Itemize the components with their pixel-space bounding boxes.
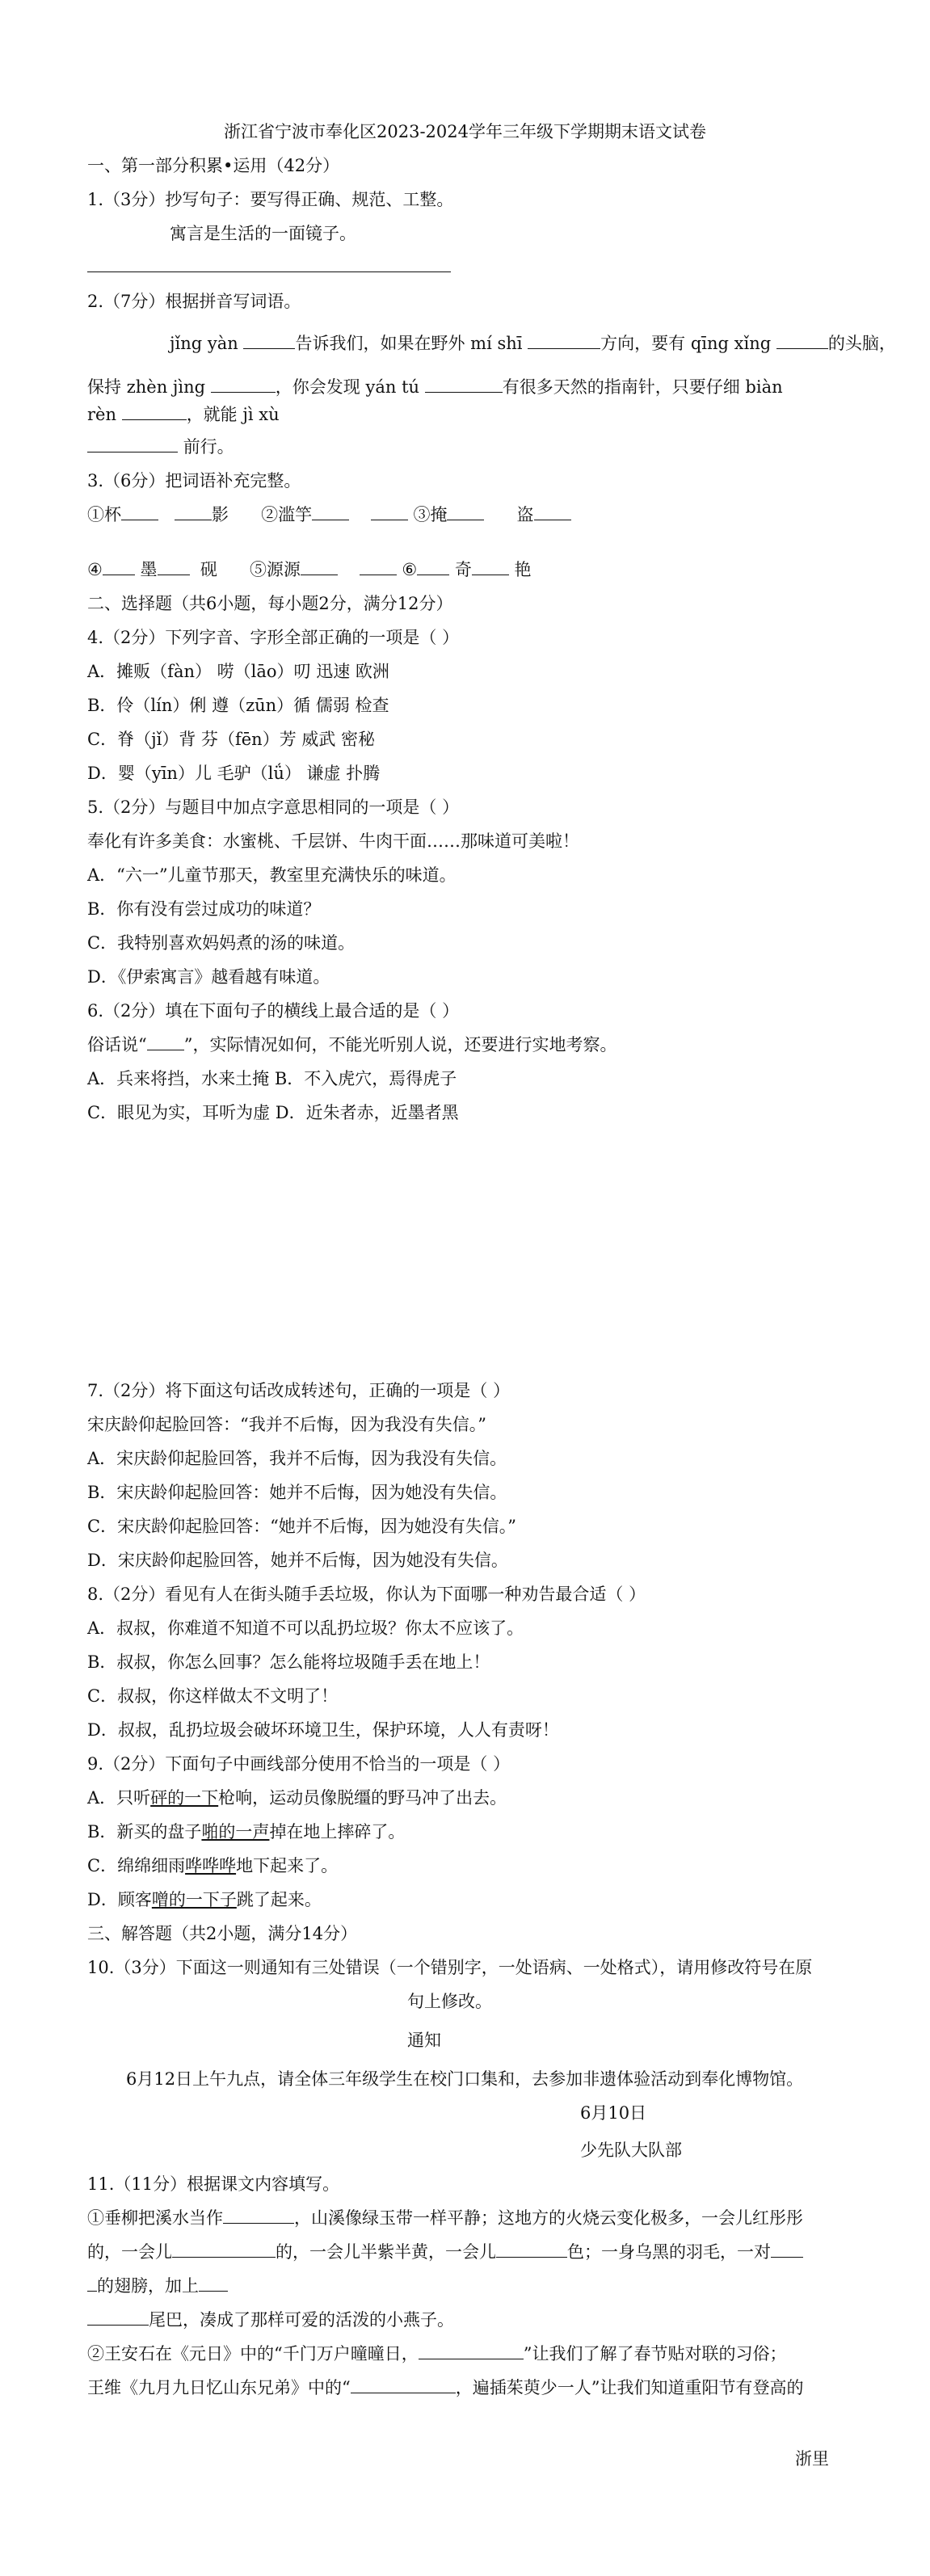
exam-title: 浙江省宁波市奉化区2023-2024学年三年级下学期期末语文试卷 bbox=[224, 122, 706, 141]
q5-option-c[interactable]: C．我特别喜欢妈妈煮的汤的味道。 bbox=[87, 933, 356, 953]
section2-heading: 二、选择题（共6小题，每小题2分，满分12分） bbox=[87, 594, 453, 613]
blank[interactable] bbox=[122, 403, 187, 420]
blank[interactable] bbox=[528, 332, 600, 349]
q8-option-b[interactable]: B．叔叔，你怎么回事？怎么能将垃圾随手丢在地上！ bbox=[87, 1652, 490, 1672]
q4-stem: 4.（2分）下列字音、字形全部正确的一项是（ ） bbox=[87, 628, 460, 647]
q7-option-b[interactable]: B．宋庆龄仰起脸回答：她并不后悔，因为她没有失信。 bbox=[87, 1483, 507, 1502]
blank[interactable] bbox=[447, 503, 484, 520]
q7-stem: 7.（2分）将下面这句话改成转述句，正确的一项是（ ） bbox=[87, 1381, 511, 1400]
q5-option-a[interactable]: A．“六一”儿童节那天，教室里充满快乐的味道。 bbox=[87, 865, 457, 885]
blank[interactable] bbox=[301, 558, 338, 575]
q8-option-a[interactable]: A．叔叔，你难道不知道不可以乱扔垃圾？你太不应该了。 bbox=[87, 1618, 524, 1638]
q1-writing-line[interactable] bbox=[87, 271, 451, 272]
q6-options-cd[interactable]: C．眼见为实，耳听为虚 D．近朱者赤，近墨者黑 bbox=[87, 1103, 459, 1122]
notice-body: 6月12日上午九点，请全体三年级学生在校门口集和，去参加非遗体验活动到奉化博物馆。 bbox=[126, 2069, 804, 2089]
q2-line-4: 前行。 bbox=[87, 435, 234, 459]
blank[interactable] bbox=[158, 558, 190, 575]
blank[interactable] bbox=[419, 2342, 524, 2359]
pinyin-qingxing: qīng xǐng bbox=[690, 334, 772, 353]
pinyin-jixu: jì xù bbox=[242, 405, 280, 424]
blank[interactable] bbox=[199, 2275, 228, 2292]
q11-p1-line3: 的翅膀，加上 bbox=[87, 2274, 228, 2298]
blank[interactable] bbox=[371, 503, 408, 520]
blank[interactable] bbox=[425, 376, 503, 393]
blank[interactable] bbox=[87, 436, 178, 452]
q7-option-a[interactable]: A．宋庆龄仰起脸回答，我并不后悔，因为我没有失信。 bbox=[87, 1449, 507, 1468]
q10-stem-cont: 句上修改。 bbox=[407, 1992, 492, 2011]
q8-option-c[interactable]: C．叔叔，你这样做太不文明了！ bbox=[87, 1686, 339, 1706]
pinyin-jingyan: jǐng yàn bbox=[170, 334, 238, 353]
blank[interactable] bbox=[312, 503, 349, 520]
q9-option-d[interactable]: D．顾客噌的一下子跳了起来。 bbox=[87, 1890, 322, 1909]
pinyin-yantu: yán tú bbox=[365, 377, 420, 397]
blank[interactable] bbox=[243, 332, 295, 349]
q11-p2-line2: 王维《九月九日忆山东兄弟》中的“ ，遍插茱萸少一人”让我们知道重阳节有登高的 bbox=[87, 2378, 804, 2397]
q5-option-d[interactable]: D．《伊索寓言》越看越有味道。 bbox=[87, 967, 330, 987]
blank[interactable] bbox=[771, 2241, 803, 2258]
blank[interactable] bbox=[121, 503, 158, 520]
notice-signer: 少先队大队部 bbox=[580, 2140, 682, 2160]
q2-line-2: 保持 zhèn jìng ，你会发现 yán tú 有很多天然的指南针，只要仔细 biàn bbox=[87, 377, 783, 397]
q8-stem: 8.（2分）看见有人在街头随手丢垃圾，你认为下面哪一种劝告最合适（ ） bbox=[87, 1585, 646, 1604]
q9-option-b[interactable]: B．新买的盘子啪的一声掉在地上摔碎了。 bbox=[87, 1822, 406, 1842]
blank[interactable] bbox=[351, 2376, 456, 2393]
blank[interactable] bbox=[175, 503, 212, 520]
blank[interactable] bbox=[223, 2207, 294, 2224]
q7-context: 宋庆龄仰起脸回答：“我并不后悔，因为我没有失信。” bbox=[87, 1415, 486, 1434]
q6-stem: 6.（2分）填在下面句子的横线上最合适的是（ ） bbox=[87, 1001, 460, 1021]
q7-option-d[interactable]: D．宋庆龄仰起脸回答，她并不后悔，因为她没有失信。 bbox=[87, 1551, 508, 1570]
q3-row-1: ①杯 影 ②滥竽 ③掩 盗 bbox=[87, 503, 571, 527]
q11-p1-line1: ①垂柳把溪水当作 ，山溪像绿玉带一样平静；这地方的火烧云变化极多，一会儿红彤彤 bbox=[87, 2208, 803, 2228]
blank[interactable] bbox=[534, 503, 571, 520]
q1-stem: 1.（3分）抄写句子：要写得正确、规范、工整。 bbox=[87, 190, 454, 209]
blank[interactable] bbox=[776, 332, 828, 349]
q6-options-ab[interactable]: A．兵来将挡，水来土掩 B．不入虎穴，焉得虎子 bbox=[87, 1069, 457, 1088]
blank[interactable] bbox=[417, 558, 449, 575]
pinyin-ren: rèn bbox=[87, 405, 116, 424]
section1-heading: 一、第一部分积累•运用（42分） bbox=[87, 156, 340, 175]
q5-stem: 5.（2分）与题目中加点字意思相同的一项是（ ） bbox=[87, 798, 460, 817]
blank[interactable] bbox=[87, 2275, 97, 2292]
blank[interactable] bbox=[103, 558, 135, 575]
q9-option-c[interactable]: C．绵绵细雨哗哗哗地下起来了。 bbox=[87, 1856, 339, 1875]
blank[interactable] bbox=[87, 2309, 149, 2326]
blank[interactable] bbox=[472, 558, 509, 575]
q4-option-a[interactable]: A．摊贩（fàn） 唠（lāo）叨 迅速 欧洲 bbox=[87, 662, 389, 681]
blank[interactable] bbox=[360, 558, 397, 575]
q3-row-2: ④ 墨 砚 ⑤源源 ⑥ 奇 艳 bbox=[87, 560, 532, 579]
q4-option-b[interactable]: B．伶（lín）俐 遵（zūn）循 儒弱 检查 bbox=[87, 696, 389, 715]
q9-stem: 9.（2分）下面句子中画线部分使用不恰当的一项是（ ） bbox=[87, 1754, 511, 1774]
q11-p2-line1: ②王安石在《元日》中的“千门万户曈曈日， ”让我们了解了春节贴对联的习俗； bbox=[87, 2344, 787, 2363]
q5-option-b[interactable]: B．你有没有尝过成功的味道？ bbox=[87, 899, 321, 919]
q11-stem: 11.（11分）根据课文内容填写。 bbox=[87, 2174, 340, 2194]
q10-stem: 10.（3分）下面这一则通知有三处错误（一个错别字，一处语病、一处格式），请用修改符号在原 bbox=[87, 1958, 813, 1977]
notice-date: 6月10日 bbox=[580, 2103, 647, 2123]
q2-line-3: rèn ，就能 jì xù bbox=[87, 405, 280, 424]
page-footer: 浙里 bbox=[795, 2449, 829, 2469]
q11-p1-line2: 的，一会儿 的，一会儿半紫半黄，一会儿 色；一身乌黑的羽毛，一对 bbox=[87, 2240, 803, 2264]
blank[interactable] bbox=[211, 376, 276, 393]
q2-stem: 2.（7分）根据拼音写词语。 bbox=[87, 292, 301, 311]
q9-option-a[interactable]: A．只听砰的一下枪响，运动员像脱缰的野马冲了出去。 bbox=[87, 1788, 507, 1808]
pinyin-mishi: mí shī bbox=[470, 334, 523, 353]
q11-p1-line4: 尾巴，凑成了那样可爱的活泼的小燕子。 bbox=[87, 2308, 454, 2332]
q1-sentence: 寓言是生活的一面镜子。 bbox=[170, 224, 356, 243]
section3-heading: 三、解答题（共2小题，满分14分） bbox=[87, 1924, 358, 1943]
q4-option-d[interactable]: D．婴（yīn）儿 毛驴（lǘ） 谦虚 扑腾 bbox=[87, 764, 381, 783]
q2-line-1: jǐng yàn 告诉我们，如果在野外 mí shī 方向，要有 qīng xǐng 的头脑， bbox=[170, 334, 896, 353]
blank[interactable] bbox=[147, 1033, 184, 1050]
q3-stem: 3.（6分）把词语补充完整。 bbox=[87, 471, 301, 490]
blank[interactable] bbox=[172, 2241, 276, 2258]
blank[interactable] bbox=[496, 2241, 567, 2258]
q8-option-d[interactable]: D．叔叔，乱扔垃圾会破坏环境卫生，保护环境，人人有责呀！ bbox=[87, 1720, 559, 1740]
q4-option-c[interactable]: C．脊（jǐ）背 芬（fēn）芳 威武 密秘 bbox=[87, 730, 376, 749]
q6-context: 俗话说“ ”，实际情况如何，不能光听别人说，还要进行实地考察。 bbox=[87, 1035, 617, 1054]
q7-option-c[interactable]: C．宋庆龄仰起脸回答：“她并不后悔，因为她没有失信。” bbox=[87, 1517, 517, 1536]
pinyin-zhenjing: zhèn jìng bbox=[126, 377, 206, 397]
q5-context: 奉化有许多美食：水蜜桃、千层饼、牛肉干面……那味道可美啦！ bbox=[87, 831, 579, 851]
notice-title: 通知 bbox=[407, 2031, 441, 2050]
pinyin-bian: biàn bbox=[745, 377, 783, 397]
